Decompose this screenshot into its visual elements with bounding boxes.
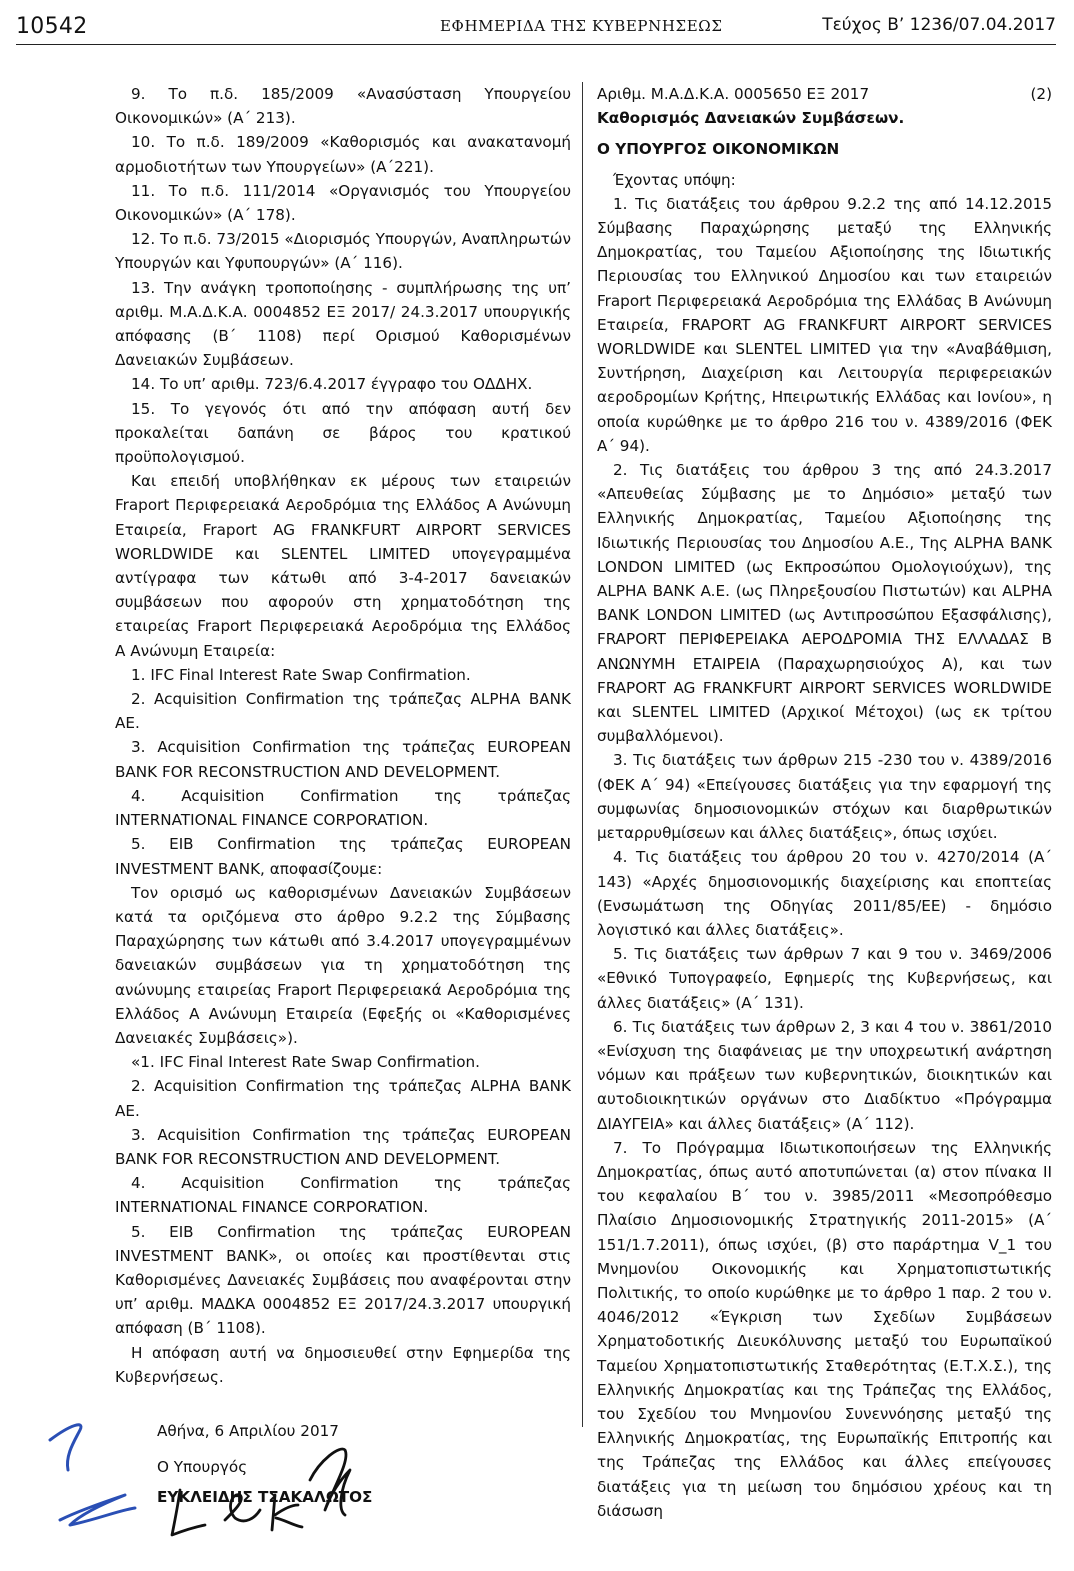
paragraph: 5. Τις διατάξεις των άρθρων 7 και 9 του ν. 3469/2006 «Εθνικό Τυπογραφείο, Εφημερίς της Κυβερνήσεως, και άλλες διατάξεις» (Α΄ 131). [597, 945, 1052, 1012]
paragraph: 13. Την ανάγκη τροποποίησης - συμπλήρωσης της υπ’ αριθμ. Μ.Α.Δ.Κ.Α. 0004852 ΕΞ 2017/ 24.3.2017 υπουργικής απόφασης (Β΄ 1108) περί Ορισμού Καθορισμένων Δανειακών Συμβάσεων. [115, 278, 571, 370]
paragraph: 15. Το γεγονός ότι από την απόφαση αυτή δεν προκαλείται δαπάνη σε βάρος του κρατικού προϋπολογισμού. [115, 399, 571, 467]
paragraph: 5. EIB Confirmation της τράπεζας EUROPEAN INVESTMENT BANK», οι οποίες και προστίθενται στις Καθορισμένες Δανειακές Συμβάσεις που αναφέρονται στην υπ’ αριθμ. ΜΑΔΚΑ 0004852 ΕΞ 2017/24.3.2017 υπουργική απόφαση (Β΄ 1108). [115, 1222, 571, 1338]
page-number: 10542 [16, 14, 88, 39]
paragraph: 11. Το π.δ. 111/2014 «Οργανισμός του Υπουργείου Οικονομικών» (Α΄ 178). [115, 181, 571, 225]
paragraph: 7. Το Πρόγραμμα Ιδιωτικοποιήσεων της Ελληνικής Δημοκρατίας, όπως αυτό αποτυπώνεται (α) στον πίνακα ΙΙ του κεφαλαίου Β΄ του ν. 3985/2011 «Μεσοπρόθεσμο Πλαίσιο Δημοσιονομικής Στρατηγικής 2011-2015» (Α΄ 151/1.7.2011), όπως ισχύει, (β) στο παράρτημα V_1 του Μνημονίου Οικονομικής και Χρηματοπιστωτικής Πολιτικής, το οποίο κυρώθηκε με το άρθρο 1 παρ. 2 του ν. 4046/2012 «Έγκριση των Σχεδίων Συμβάσεων Χρηματοδοτικής Διευκόλυνσης μεταξύ του Ευρωπαϊκού Ταμείου Χρηματοπιστωτικής Σταθερότητας (Ε.Τ.Χ.Σ.), της Ελληνικής Δημοκρατίας και της Τράπεζας της Ελλάδος, του Σχεδίου του Μνημονίου Συνεννόησης μεταξύ της Ελληνικής Δημοκρατίας, της Ευρωπαϊκής Επιτροπής και της Τράπεζας της Ελλάδος και άλλες επείγουσες διατάξεις για τη μείωση του δημόσιου χρέους και τη διάσωση [597, 1138, 1052, 1520]
paragraph: 4. Acquisition Confirmation της τράπεζας INTERNATIONAL FINANCE CORPORATION. [115, 786, 571, 830]
issuing-authority: Ο ΥΠΟΥΡΓΟΣ ΟΙΚΟΝΟΜΙΚΩΝ [597, 140, 840, 159]
paragraph: «1. IFC Final Interest Rate Swap Confirmation. [131, 1053, 481, 1072]
signatory-name: ΕΥΚΛΕΙΔΗΣ ΤΣΑΚΑΛΩΤΟΣ [157, 1488, 373, 1507]
paragraph: 14. Το υπ’ αριθμ. 723/6.4.2017 έγγραφο του ΟΔΔΗΧ. [131, 375, 533, 394]
paragraph: Και επειδή υποβλήθηκαν εκ μέρους των εταιρειών Fraport Περιφερειακά Αεροδρόμια της Ελλάδος Α Ανώνυμη Εταιρεία, Fraport AG FRANKFURT AIRPORT SERVICES WORLDWIDE και SLENTEL LIMITED υπογεγραμμένα αντίγραφα των κάτωθι από 3-4-2017 δανειακών συμβάσεων που αφορούν στη χρηματοδότηση της εταιρείας Fraport Περιφερειακά Αεροδρόμια της Ελλάδος Α Ανώνυμη Εταιρεία: [115, 472, 571, 660]
paragraph: 2. Τις διατάξεις του άρθρου 3 της από 24.3.2017 «Απευθείας Σύμβασης με το Δημόσιο» μεταξύ των Ελληνικής Δημοκρατίας, Ταμείου Αξιοποίησης της Ιδιωτικής Περιουσίας του Δημοσίου Α.Ε., Της ALPHA BANK LONDON LIMITED (ως Εκπροσώπου Ομολογιούχων), της ALPHA BANK A.E. (ως Πληρεξουσίου Πιστωτών) και ALPHA BANK LONDON LIMITED (ως Αντιπροσώπου Εξασφάλισης), FRAPORT ΠΕΡΙΦΕΡΕΙΑΚΑ ΑΕΡΟΔΡΟΜΙΑ ΤΗΣ ΕΛΛΑΔΑΣ Β ΑΝΩΝΥΜΗ ΕΤΑΙΡΕΙΑ (Παραχωρησιούχος Α), και των FRAPORT AG FRANKFURT AIRPORT SERVICES WORLDWIDE και SLENTEL LIMITED (Αρχικοί Μέτοχοι) (ως εκ τρίτου συμβαλλόμενοι). [597, 461, 1052, 746]
column-divider [582, 82, 583, 1427]
paragraph: 4. Acquisition Confirmation της τράπεζας INTERNATIONAL FINANCE CORPORATION. [115, 1174, 571, 1217]
handwritten-signature [40, 1400, 370, 1550]
page-header [0, 0, 1074, 60]
issue-info: Τεύχος Β’ 1236/07.04.2017 [822, 15, 1056, 35]
preamble-intro: Έχοντας υπόψη: [613, 170, 736, 189]
paragraph: 2. Acquisition Confirmation της τράπεζας ALPHA BANK AE. [115, 690, 571, 733]
decision-number-line [597, 82, 1052, 106]
decision-subject: Καθορισμός Δανειακών Συμβάσεων. [597, 109, 905, 128]
paragraph: 3. Acquisition Confirmation της τράπεζας EUROPEAN BANK FOR RECONSTRUCTION AND DEVELOPMENT. [115, 1125, 571, 1168]
paragraph: 4. Τις διατάξεις του άρθρου 20 του ν. 4270/2014 (Α΄ 143) «Αρχές δημοσιονομικής διαχείρισης και εποπτείας (Ενσωμάτωση της Οδηγίας 2011/85/ΕΕ) - δημόσιο λογιστικό και άλλες διατάξεις». [597, 848, 1052, 939]
paragraph: 3. Acquisition Confirmation της τράπεζας EUROPEAN BANK FOR RECONSTRUCTION AND DEVELOPMENT. [115, 738, 571, 781]
signature-place-date: Αθήνα, 6 Απριλίου 2017 [157, 1421, 339, 1440]
paragraph: Τον ορισμό ως καθορισμένων Δανειακών Συμβάσεων κατά τα οριζόμενα στο άρθρο 9.2.2 της Σύμβασης Παραχώρησης των κάτωθι από 3.4.2017 υπογεγραμμένων δανειακών συμβάσεων για τη χρηματοδότηση της ανώνυμης εταιρείας Fraport Περιφερειακά Αεροδρόμια της Ελλάδος Α Ανώνυμη Εταιρεία (Εφεξής οι «Καθορισμένες Δανειακές Συμβάσεις»). [115, 883, 571, 1047]
signatory-role: Ο Υπουργός [157, 1458, 248, 1477]
decision-number: Αριθμ. Μ.Α.Δ.Κ.Α. 0005650 ΕΞ 2017 [597, 85, 870, 103]
paragraph: 6. Τις διατάξεις των άρθρων 2, 3 και 4 του ν. 3861/2010 «Ενίσχυση της διαφάνειας με την υποχρεωτική ανάρτηση νόμων και πράξεων των κυβερνητικών, διοικητικών και αυτοδιοικητικών οργάνων στο Διαδίκτυο «Πρόγραμμα ΔΙΑΥΓΕΙΑ» και άλλες διατάξεις» (Α΄ 112). [597, 1017, 1052, 1133]
gazette-title: ΕΦΗΜΕΡΙΔΑ ΤΗΣ ΚΥΒΕΡΝΗΣΕΩΣ [440, 17, 723, 35]
paragraph: 5. EIB Confirmation της τράπεζας EUROPEAN INVESTMENT BANK, αποφασίζουμε: [115, 835, 571, 878]
left-column [115, 82, 571, 1510]
decision-index: (2) [1030, 85, 1052, 103]
paragraph: 2. Acquisition Confirmation της τράπεζας ALPHA BANK AE. [115, 1077, 571, 1120]
paragraph: 1. Τις διατάξεις του άρθρου 9.2.2 της από 14.12.2015 Σύμβασης Παραχώρησης μεταξύ της Ελληνικής Δημοκρατίας, του Ταμείου Αξιοποίησης της Ιδιωτικής Περιουσίας του Ελληνικού Δημοσίου και των εταιρειών Fraport Περιφερειακά Αεροδρόμια της Ελλάδας Β Ανώνυμη Εταιρεία, FRAPORT AG FRANKFURT AIRPORT SERVICES WORLDWIDE και SLENTEL LIMITED για την «Αναβάθμιση, Συντήρηση, Διαχείριση και Λειτουργία περιφερειακών αεροδρομίων Κρήτης, Ηπειρωτικής Ελλάδας και Ιονίου», η οποία κυρώθηκε με το άρθρο 216 του ν. 4389/2016 (ΦΕΚ Α΄ 94). [597, 194, 1052, 455]
paragraph: 12. Το π.δ. 73/2015 «Διορισμός Υπουργών, Αναπληρωτών Υπουργών και Υφυπουργών» (Α΄ 116). [115, 230, 571, 273]
right-column [597, 82, 1052, 1523]
paragraph: 3. Τις διατάξεις των άρθρων 215 -230 του ν. 4389/2016 (ΦΕΚ Α΄ 94) «Επείγουσες διατάξεις για την εφαρμογή της συμφωνίας δημοσιονομικών στόχων και διαρθρωτικών μεταρρυθμίσεων και άλλες διατάξεις», όπως ισχύει. [597, 751, 1052, 843]
paragraph: Η απόφαση αυτή να δημοσιευθεί στην Εφημερίδα της Κυβερνήσεως. [115, 1343, 571, 1386]
paragraph: 1. IFC Final Interest Rate Swap Confirmation. [131, 665, 471, 684]
header-divider [16, 44, 1056, 45]
paragraph: 9. Το π.δ. 185/2009 «Ανασύσταση Υπουργείου Οικονομικών» (Α΄ 213). [115, 85, 571, 128]
paragraph: 10. Το π.δ. 189/2009 «Καθορισμός και ανακατανομή αρμοδιοτήτων των Υπουργείων» (Α΄221). [115, 133, 571, 176]
